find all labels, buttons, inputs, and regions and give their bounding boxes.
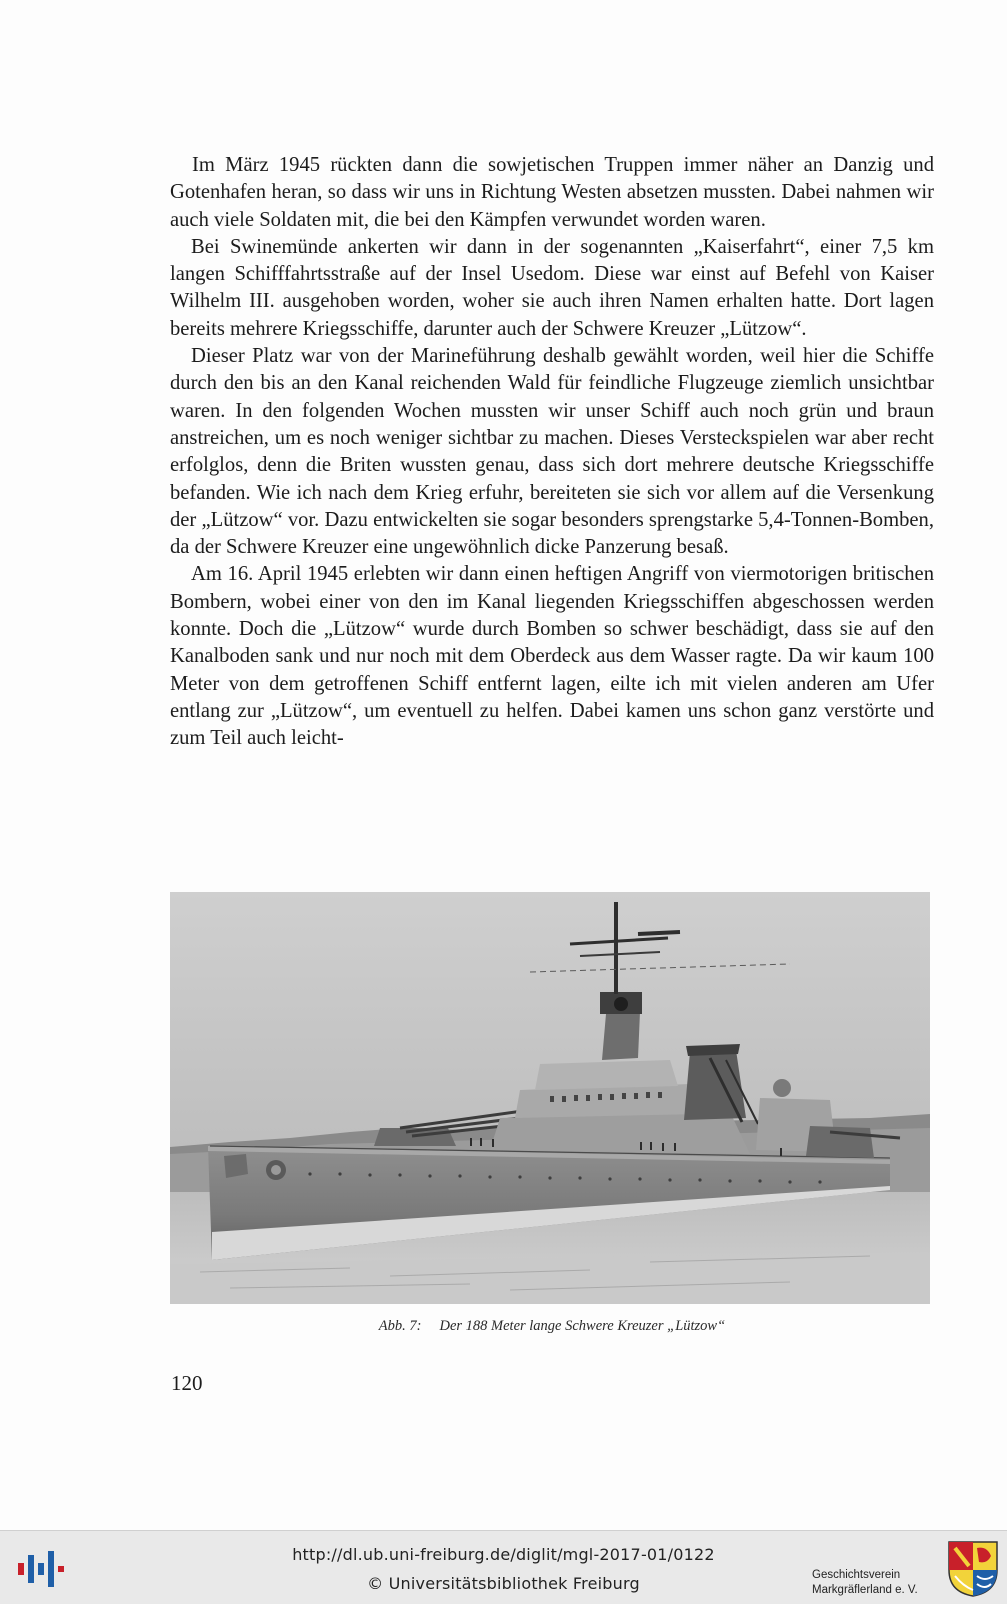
society-line-2: Markgräflerland e. V. <box>812 1584 918 1596</box>
figure-caption <box>170 1318 934 1335</box>
paragraph: Im März 1945 rückten dann die sowjetischen Truppen immer näher an Danzig und Gotenhafen heran, so dass wir uns in Richtung Westen absetzen mussten. Dabei nahmen wir auch viele Soldaten mit, die bei den Kämpfen verwundet worden waren. <box>170 154 934 231</box>
coat-of-arms-icon <box>947 1540 999 1598</box>
ship-photograph <box>170 892 930 1304</box>
page-number: 120 <box>171 1371 203 1395</box>
body-text <box>170 152 934 753</box>
paragraph: Dieser Platz war von der Marineführung deshalb gewählt worden, weil hier die Schiffe durch den bis an den Kanal reichenden Wald für feindliche Flugzeuge ziemlich unsichtbar waren. In den folgenden Wochen mussten wir unser Schiff auch noch grün und braun anstreichen, um es noch weniger sichtbar zu machen. Dieses Versteckspielen war aber recht erfolglos, denn die Briten wussten genau, dass sich dort mehrere deutsche Kriegsschiffe befanden. Wie ich nach dem Krieg erfuhr, bereiteten sie sich vor allem auf die Versenkung der „Lützow“ vor. Dazu entwickelten sie sogar besonders sprengstarke 5,4-Tonnen-Bomben, da der Schwere Kreuzer eine ungewöhnlich dicke Panzerung besaß. <box>170 345 934 559</box>
society-name <box>812 1568 918 1598</box>
paragraph: Bei Swinemünde ankerten wir dann in der sogenannten „Kaiserfahrt“, einer 7,5 km langen Schifffahrtsstraße auf der Insel Usedom. Diese war einst auf Befehl von Kaiser Wilhelm III. ausgehoben worden, woher sie auch ihren Namen erhalten hatte. Dort lagen bereits mehrere Kriegsschiffe, darunter auch der Schwere Kreuzer „Lützow“. <box>170 235 934 340</box>
figure-caption-text: Der 188 Meter lange Schwere Kreuzer „Lützow“ <box>439 1318 726 1334</box>
society-line-1: Geschichtsverein <box>812 1569 901 1581</box>
figure-label: Abb. 7: <box>378 1318 422 1334</box>
paragraph: Am 16. April 1945 erlebten wir dann einen heftigen Angriff von viermotorigen britischen Bombern, wobei einer von den im Kanal liegenden Kriegsschiffen abgeschossen werden konnte. Doch die „Lützow“ wurde durch Bomben so schwer beschädigt, dass sie auf den Kanalboden sank und nur noch mit dem Oberdeck aus dem Wasser ragte. Da wir kaum 100 Meter von dem getroffenen Schiff entfernt lagen, eilte ich mit vielen anderen am Ufer entlang zur „Lützow“, um eventuell zu helfen. Dabei kamen uns schon ganz verstörte und zum Teil auch leicht- <box>170 563 934 750</box>
heavy-cruiser-illustration <box>170 892 930 1304</box>
footer-bar <box>0 1530 1007 1604</box>
document-url[interactable]: http://dl.ub.uni-freiburg.de/diglit/mgl-2017-01/0122 <box>292 1545 715 1564</box>
copyright-notice: © Universitätsbibliothek Freiburg <box>367 1574 640 1593</box>
